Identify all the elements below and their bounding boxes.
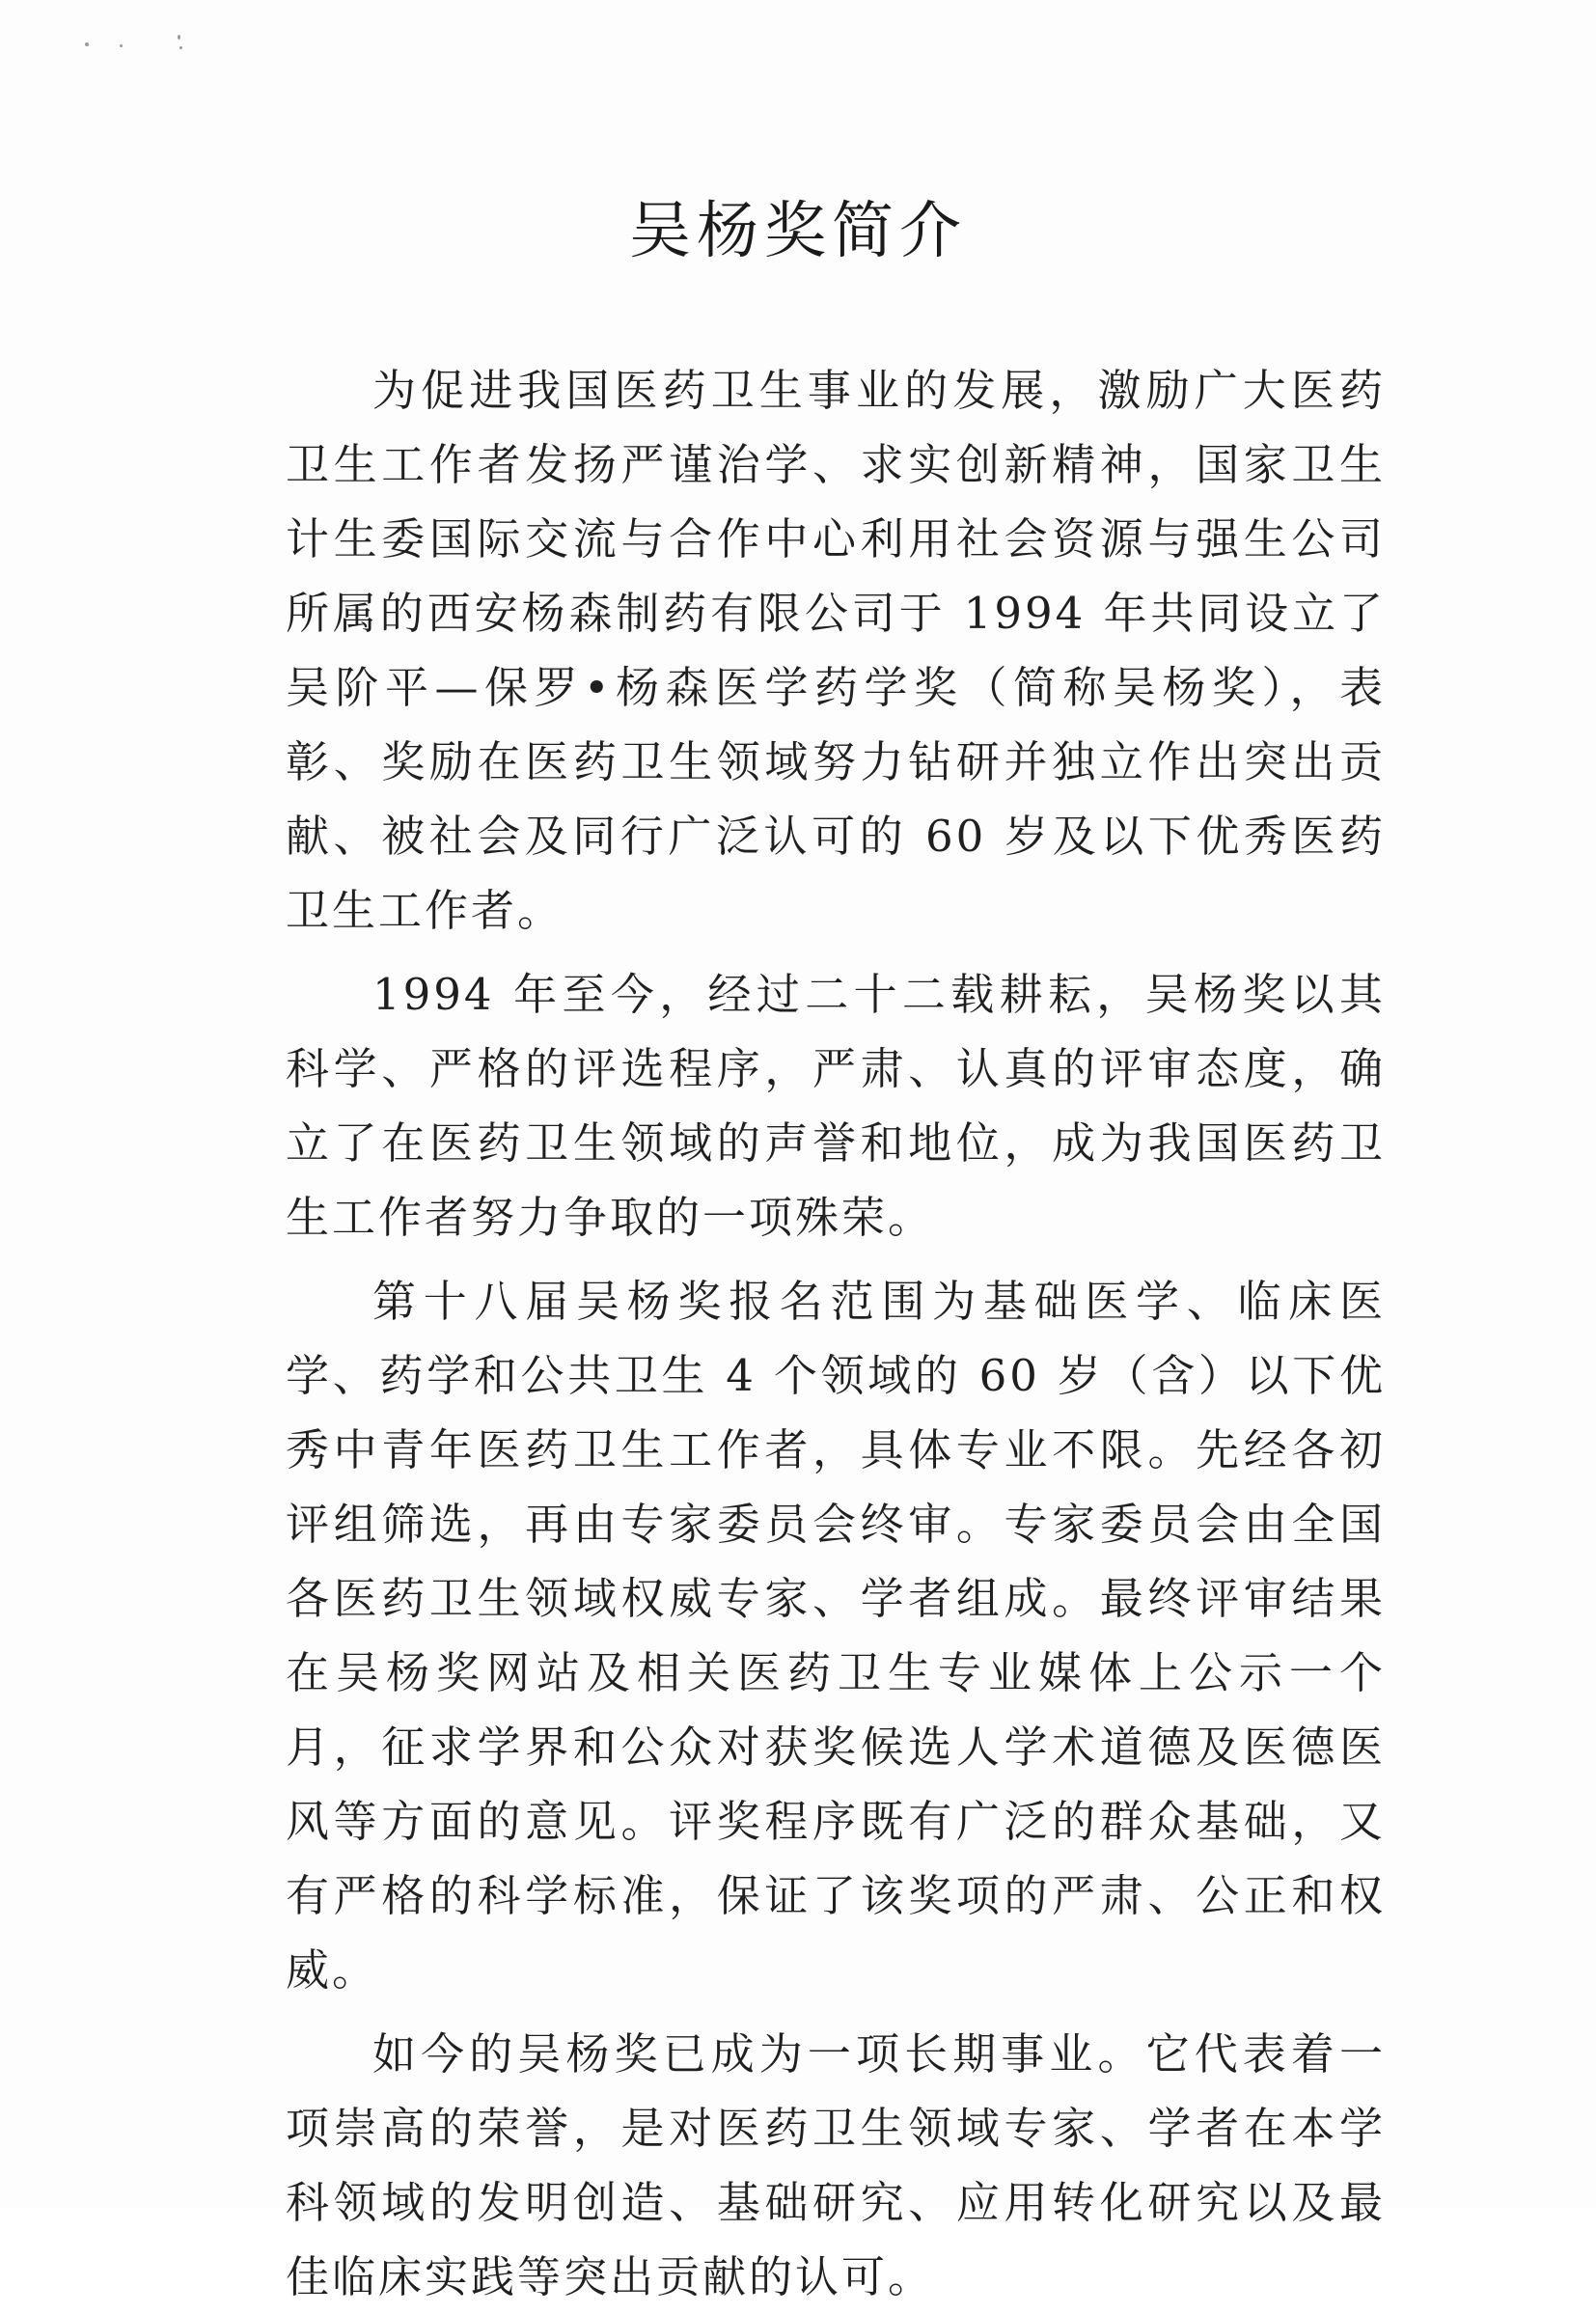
paragraph-selection: 第十八届吴杨奖报名范围为基础医学、临床医学、药学和公共卫生 4 个领域的 60 岁（含）以下优秀中青年医药卫生工作者，具体专业不限。先经各初评组筛选，再由专家委员会终审。专家委员会由全国各医药卫生领域权威专家、学者组成。最终评审结果在吴杨奖网站及相关医药卫生专业媒体上公示一个月，征求学界和公众对获奖候选人学术道德及医德医风等方面的意见。评奖程序既有广泛的群众基础，又有严格的科学标准，保证了该奖项的严肃、公正和权威。	[286, 1276, 1386, 1996]
scan-speck	[179, 46, 182, 49]
document-body	[286, 353, 1386, 2314]
document-title: 吴杨奖简介	[629, 196, 967, 267]
scan-speck	[85, 42, 89, 46]
scan-artifact	[85, 29, 201, 58]
scan-speck	[120, 44, 123, 47]
scan-speck	[178, 35, 180, 40]
paragraph-significance: 如今的吴杨奖已成为一项长期事业。它代表着一项崇高的荣誉，是对医药卫生领域专家、学者在本学科领域的发明创造、基础研究、应用转化研究以及最佳临床实践等突出贡献的认可。	[286, 2028, 1386, 2302]
paragraph-history: 1994 年至今，经过二十二载耕耘，吴杨奖以其科学、严格的评选程序，严肃、认真的评审态度，确立了在医药卫生领域的声誉和地位，成为我国医药卫生工作者努力争取的一项殊荣。	[286, 969, 1386, 1243]
paragraph-intro: 为促进我国医药卫生事业的发展，激励广大医药卫生工作者发扬严谨治学、求实创新精神，国家卫生计生委国际交流与合作中心利用社会资源与强生公司所属的西安杨森制药有限公司于 1994 年共同设立了吴阶平—保罗•杨森医学药学奖（简称吴杨奖），表彰、奖励在医药卫生领域努力钻研并独立作出突出贡献、被社会及同行广泛认可的 60 岁及以下优秀医药卫生工作者。	[286, 365, 1386, 936]
